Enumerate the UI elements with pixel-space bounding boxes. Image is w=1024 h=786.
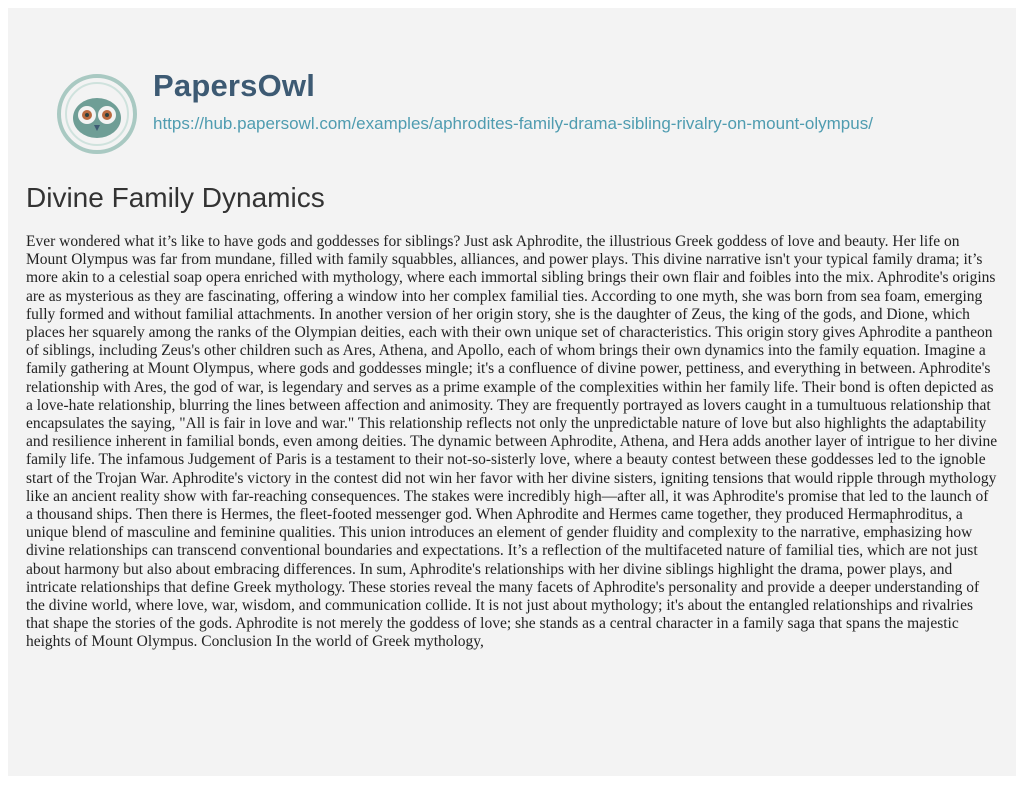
essay-body: Ever wondered what it’s like to have gods and goddesses for siblings? Just ask Aphrodite, the illustrious Greek goddess of love and beauty. Her life on Mount Olympus was far from mundane, filled with family squabbles, alliances, and power plays. This divine narrative isn't your typical family drama; it’s more akin to a celestial soap opera enriched with mythology, where each immortal sibling brings their own flair and foibles into the mix. Aphrodite's origins are as mysterious as they are fascinating, offering a window into her complex familial ties. According to one myth, she was born from sea foam, emerging fully formed and without familial attachments. In another version of her origin story, she is the daughter of Zeus, the king of the gods, and Dione, which places her squarely among the ranks of the Olympian deities, each with their own unique set of characteristics. This origin story gives Aphrodite a pantheon of siblings, including Zeus's other children such as Ares, Athena, and Apollo, each of whom brings their own dynamics into the family equation. Imagine a family gathering at Mount Olympus, where gods and goddesses mingle; it's a confluence of divine power, pettiness, and everything in between. Aphrodite's relationship with Ares, the god of war, is legendary and serves as a prime example of the complexities within her family life. Their bond is often depicted as a love-hate relationship, blurring the lines between affection and animosity. They are frequently portrayed as lovers caught in a tumultuous relationship that encapsulates the saying, "All is fair in love and war." This relationship reflects not only the unpredictable nature of love but also highlights the adaptability and resilience inherent in familial bonds, even among deities. The dynamic between Aphrodite, Athena, and Hera adds another layer of intrigue to her divine family life. The infamous Judgement of Paris is a testament to their not-so-sisterly love, where a beauty contest between these goddesses led to the ignoble start of the Trojan War. Aphrodite's victory in the contest did not win her favor with her divine sisters, igniting tensions that would ripple through mythology like an ancient reality show with far-reaching consequences. The stakes were incredibly high—after all, it was Aphrodite's promise that led to the launch of a thousand ships. Then there is Hermes, the fleet-footed messenger god. When Aphrodite and Hermes came together, they produced Hermaphroditus, a unique blend of masculine and feminine qualities. This union introduces an element of gender fluidity and complexity to the narrative, emphasizing how divine relationships can transcend conventional boundaries and expectations. It’s a reflection of the multifaceted nature of familial ties, which are not just about harmony but also about embracing differences. In sum, Aphrodite's relationships with her divine siblings highlight the drama, power plays, and intricate relationships that define Greek mythology. These stories reveal the many facets of Aphrodite's personality and provide a deeper understanding of the divine world, where love, war, wisdom, and communication collide. It is not just about mythology; it's about the entangled relationships and rivalries that shape the stories of the gods. Aphrodite is not merely the goddess of love; she stands as a central character in a family saga that spans the majestic heights of Mount Olympus. Conclusion In the world of Greek mythology,	[26, 233, 998, 651]
site-header	[8, 8, 1016, 168]
owl-logo-icon	[56, 73, 138, 155]
brand-name: PapersOwl	[153, 68, 316, 103]
document-page	[8, 8, 1016, 776]
page-title: Divine Family Dynamics	[26, 182, 325, 213]
source-url-link[interactable]: https://hub.papersowl.com/examples/aphrodites-family-drama-sibling-rivalry-on-mount-olympus/	[153, 114, 873, 133]
